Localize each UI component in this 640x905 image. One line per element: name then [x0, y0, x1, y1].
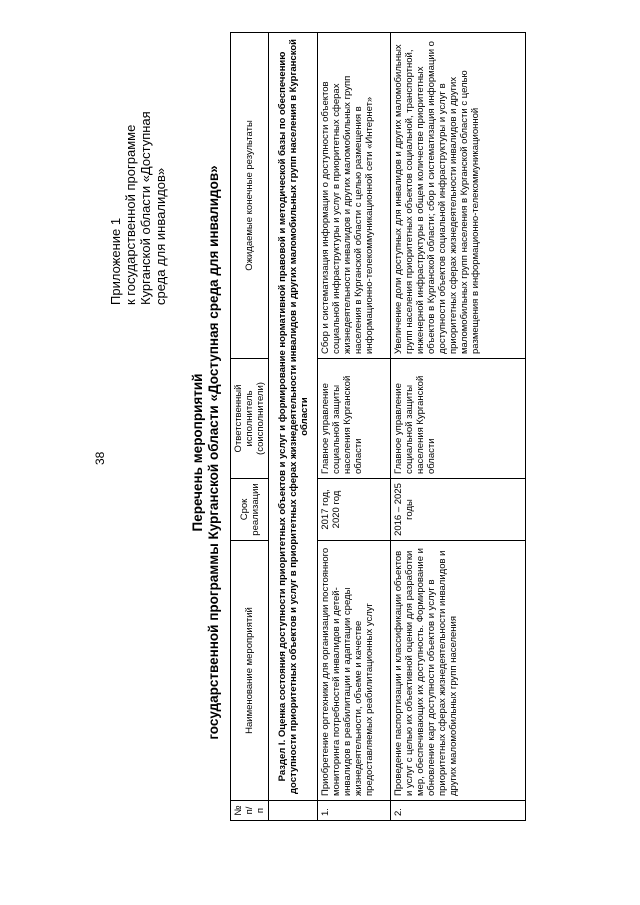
appendix-line-2: к государственной программе: [123, 124, 138, 305]
row-term: 2016 – 2025 годы: [391, 479, 526, 541]
header-executor: Ответственный исполнитель (соисполнители): [231, 359, 269, 479]
row-num: 1.: [318, 801, 391, 821]
table-header-row: [231, 33, 269, 821]
appendix-line-4: среда для инвалидов»: [153, 167, 168, 305]
appendix-line-3: Курганской области «Доступная: [138, 111, 153, 305]
row-num: 2.: [391, 801, 526, 821]
section-num-cell: [269, 801, 318, 821]
row-term: 2017 год, 2020 год: [318, 479, 391, 541]
table-row: [391, 33, 526, 821]
header-term: Срок реализации: [231, 479, 269, 541]
measures-table: [230, 32, 526, 821]
section-title: Раздел I. Оценка состояния доступности приоритетных объектов и услуг и формирование нормативной правовой и методической базы по обеспечению доступности приоритетных объектов и услуг в приоритетных сферах жизнедеятельности инвалидов и других маломобильных групп населения в Курганской области: [269, 33, 318, 801]
document-title: Перечень мероприятий: [190, 373, 205, 532]
row-name: Приобретение оргтехники для организации постоянного мониторинга потребностей инвалидов и детей-инвалидов в реабилитации и адаптации среды жизнедеятельности, объеме и качестве предоставляемых реабилитационных услуг: [318, 541, 391, 801]
row-executor: Главное управление социальной защиты населения Курганской области: [318, 359, 391, 479]
page-number: 38: [93, 451, 107, 465]
row-name: Проведение паспортизации и классификации объектов и услуг с целью их объективной оценки для разработки мер, обеспечивающих их доступность. Формирование и обновление карт доступности объектов и услуг в приоритетных сферах жизнедеятельности инвалидов и других маломобильных групп населения: [391, 541, 526, 801]
appendix-line-1: Приложение 1: [108, 217, 123, 305]
header-num: № п/п: [231, 801, 269, 821]
appendix-note: [108, 111, 168, 305]
document-subtitle: государственной программы Курганской области «Доступная среда для инвалидов»: [206, 165, 221, 740]
header-name: Наименование мероприятий: [231, 541, 269, 801]
row-executor: Главное управление социальной защиты населения Курганской области: [391, 359, 526, 479]
row-results: Увеличение доли доступных для инвалидов и других маломобильных групп населения приоритетных объектов социальной, транспортной, инженерной инфраструктуры в общем количестве приоритетных объектов в Курганской области; сбор и систематизация информации о доступности объектов социальной инфраструктуры и услуг в приоритетных сферах жизнедеятельности инвалидов и других маломобильных групп населения в Курганской области с целью размещения в информационно-телекоммуникационной: [391, 33, 526, 359]
row-results: Сбор и систематизация информации о доступности объектов социальной инфраструктуры и услуг в приоритетных сферах жизнедеятельности инвалидов и других маломобильных групп населения в Курганской области с целью размещения в информационно-телекоммуникационной сети «Интернет»: [318, 33, 391, 359]
section-row: [269, 33, 318, 821]
header-results: Ожидаемые конечные результаты: [231, 33, 269, 359]
table-row: [318, 33, 391, 821]
